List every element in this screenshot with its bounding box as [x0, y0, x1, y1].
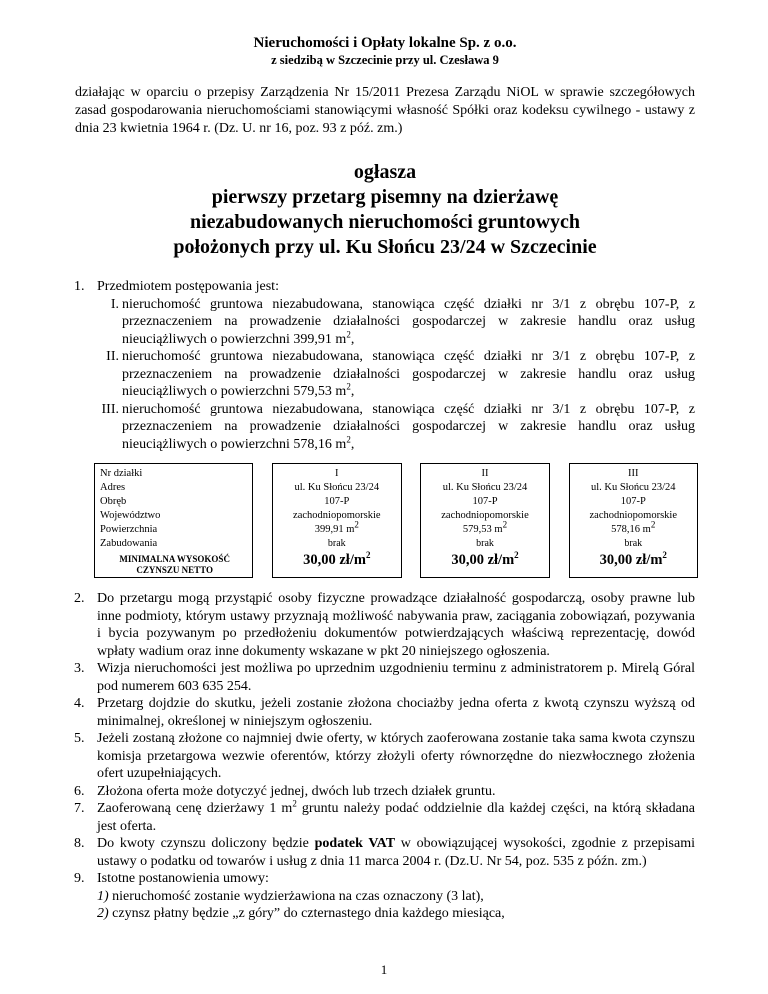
plot-column-1: [273, 464, 401, 578]
item-text: Przetarg dojdzie do skutku, jeżeli zostanie złożona chociażby jedna oferta z kwotą czynszu wyższą od minimalnej, określonej w niniejszym ogłoszeniu.: [97, 696, 695, 729]
item-number: 1.: [74, 279, 85, 294]
sub-item-text: nieruchomość gruntowa niezabudowana, stanowiąca część działki nr 3/1 z obrębu 107-P, z przeznaczeniem na prowadzenie działalności gospodarczej w zakresie handlu oraz usług nieuciążliwych o powierzchni 399,91 m: [122, 296, 695, 347]
table-label: Województwo: [100, 510, 161, 521]
item-number: 9.: [74, 871, 85, 886]
sub-item-number: 2): [97, 906, 109, 921]
table-gap: [549, 464, 569, 578]
list-item: [75, 800, 695, 835]
plot-buildings: brak: [476, 538, 494, 549]
item-text: Zaoferowaną cenę dzierżawy 1 m: [97, 801, 293, 816]
sub-item-number: 1): [97, 888, 109, 904]
item-number: 8.: [74, 836, 85, 851]
superscript: 2: [346, 433, 351, 444]
sub-item-text: czynsz płatny będzie „z góry” do czternastego dnia każdego miesiąca,: [112, 906, 505, 921]
plot-min-price: [421, 550, 548, 568]
roman-number: III.: [101, 401, 119, 417]
plot-voivodeship: zachodniopomorskie: [589, 510, 677, 521]
item-text: Istotne postanowienia umowy:: [97, 871, 269, 886]
plot-precinct: 107-P: [324, 496, 350, 507]
announcement-line: położonych przy ul. Ku Słońcu 23/24 w Szczecinie: [173, 236, 597, 258]
intro-paragraph: działając w oparciu o przepisy Zarządzenia Nr 15/2011 Prezesa Zarządu NiOL w sprawie szczegółowych zasad gospodarowania nieruchomościami stanowiącymi własność Spółki oraz kodeksu cywilnego - ustawy z dnia 23 kwietnia 1964 r. (Dz. U. nr 16, poz. 93 z póź. zm.): [75, 85, 695, 136]
plot-precinct: 107-P: [620, 496, 646, 507]
table-gap: [401, 464, 421, 578]
item-number: 6.: [74, 783, 85, 799]
plot-column-3: [569, 464, 697, 578]
plot-buildings: brak: [624, 538, 643, 549]
plot-voivodeship: zachodniopomorskie: [441, 510, 529, 521]
item-text: Złożona oferta może dotyczyć jednej, dwóch lub trzech działek gruntu.: [97, 783, 496, 799]
table-label: Nr działki: [100, 468, 143, 479]
plot-voivodeship: zachodniopomorskie: [293, 510, 381, 521]
plot-address: ul. Ku Słońcu 23/24: [590, 482, 676, 493]
superscript: 2: [662, 550, 667, 561]
plots-table: [94, 463, 698, 578]
price-value: 30,00 zł/m: [599, 552, 663, 568]
sub-item-text: nieruchomość gruntowa niezabudowana, stanowiąca część działki nr 3/1 z obrębu 107-P, z przeznaczeniem na prowadzenie działalności gospodarczej w zakresie handlu oraz usług nieuciążliwych o powierzchni 579,53 m: [122, 349, 695, 399]
document-page: [75, 34, 695, 923]
superscript: 2: [502, 519, 508, 530]
punct: ,: [350, 331, 355, 347]
table-label: Obręb: [100, 496, 127, 507]
plot-address: ul. Ku Słońcu 23/24: [294, 482, 380, 493]
plot-nr: II: [481, 468, 489, 479]
plot-nr: I: [335, 468, 339, 479]
punct: ,: [350, 384, 355, 399]
punct: ,: [350, 436, 355, 452]
numbered-list: [75, 278, 695, 923]
sub-item: [75, 348, 695, 401]
table-labels-cell: [95, 464, 253, 578]
superscript: 2: [346, 328, 351, 339]
superscript: 2: [292, 798, 297, 809]
sub-item-text: nieruchomość zostanie wydzierżawiona na czas oznaczony (3 lat),: [112, 888, 484, 904]
item-number: 3.: [74, 661, 85, 676]
announcement-line: niezabudowanych nieruchomości gruntowych: [189, 211, 581, 233]
area-value: 399,91 m: [314, 524, 355, 535]
list-item: [75, 660, 695, 695]
roman-number: II.: [106, 349, 119, 364]
vat-emphasis: podatek VAT: [314, 836, 396, 851]
item-text: Do kwoty czynszu doliczony będzie: [97, 836, 315, 851]
plot-precinct: 107-P: [472, 496, 498, 507]
page-number: 1: [380, 962, 388, 977]
table-label: Powierzchnia: [100, 524, 158, 535]
plot-column-2: [421, 464, 549, 578]
sub-item-text: nieruchomość gruntowa niezabudowana, stanowiąca część działki nr 3/1 z obrębu 107-P, z przeznaczeniem na prowadzenie działalności gospodarczej w zakresie handlu oraz usług nieuciążliwych o powierzchni 578,16 m: [122, 401, 695, 452]
table-gap: [253, 464, 273, 578]
plot-min-price: [570, 550, 697, 568]
item-text: w obowiązującej wysokości, zgodnie z przepisami ustawy o podatku od towarów i usług z dnia 11 marca 2004 r. (Dz.U. Nr 54, poz. 535 z późn. zm.): [97, 836, 695, 869]
item-number: 5.: [74, 731, 85, 746]
list-item: [75, 783, 695, 801]
price-value: 30,00 zł/m: [303, 552, 366, 568]
company-seat: z siedzibą w Szczecinie przy ul. Czesława 9: [271, 53, 499, 67]
min-rent-label: MINIMALNA WYSOKOŚĆ CZYNSZU NETTO: [119, 554, 230, 575]
superscript: 2: [650, 519, 656, 530]
superscript: 2: [514, 550, 519, 561]
area-value: 578,16 m: [611, 524, 651, 535]
item-number: 2.: [74, 591, 85, 606]
announcement-line: pierwszy przetarg pisemny na dzierżawę: [211, 186, 559, 208]
superscript: 2: [346, 381, 351, 392]
plot-buildings: brak: [327, 538, 346, 549]
table-label: Adres: [100, 482, 126, 493]
roman-number: I.: [110, 296, 119, 312]
superscript: 2: [354, 519, 359, 530]
sub-item: [75, 401, 695, 454]
item-number: 7.: [74, 801, 85, 816]
item-text: Przedmiotem postępowania jest:: [97, 279, 279, 294]
announcement-line: ogłasza: [353, 161, 417, 183]
item-text: gruntu należy podać oddzielnie dla każdej części, na którą składana jest oferta.: [97, 801, 696, 834]
list-item: [75, 278, 695, 296]
sub-list-item: [75, 905, 695, 923]
plot-area: [421, 519, 548, 537]
company-name: Nieruchomości i Opłaty lokalne Sp. z o.o.: [253, 35, 517, 51]
plot-area: [570, 519, 697, 537]
list-item: [75, 730, 695, 783]
sub-item: [75, 296, 695, 349]
area-value: 579,53 m: [462, 524, 503, 535]
plot-nr: III: [628, 468, 639, 479]
plot-address: ul. Ku Słońcu 23/24: [442, 482, 528, 493]
list-item: [75, 870, 695, 888]
plot-min-price: [273, 550, 400, 568]
plot-area: [273, 519, 400, 537]
item-text: Jeżeli zostaną złożone co najmniej dwie oferty, w których zaoferowana zostanie taka sama kwota czynszu komisja przetargowa wezwie oferentów, którzy złożyli oferty równorzędne do niezwłocznego złożenia ofert uzupełniających.: [97, 731, 695, 781]
item-text: Wizja nieruchomości jest możliwa po uprzednim uzgodnieniu terminu z administratorem p. Mirelą Góral pod numerem 603 635 254.: [97, 661, 695, 694]
list-item: [75, 590, 695, 660]
item-number: 4.: [74, 696, 85, 711]
announcement-title: [75, 160, 695, 260]
list-item: [75, 695, 695, 730]
list-item: [75, 835, 695, 870]
item-text: Do przetargu mogą przystąpić osoby fizyczne prowadzące działalność gospodarczą, osoby prawne lub inne podmioty, którym ustawy przyznają możliwość nabywania praw, zaciągania zobowiązań, pozywania i bycia pozywanym po przedłożeniu dokumentów potwierdzających właściwą reprezentację, dowód wpłaty wadium oraz inne dokumenty wskazane w pkt 20 niniejszego ogłoszenia.: [97, 591, 695, 659]
table-label: Zabudowania: [100, 538, 158, 549]
price-value: 30,00 zł/m: [451, 552, 515, 568]
superscript: 2: [365, 550, 371, 561]
sub-list-item: [75, 888, 695, 906]
